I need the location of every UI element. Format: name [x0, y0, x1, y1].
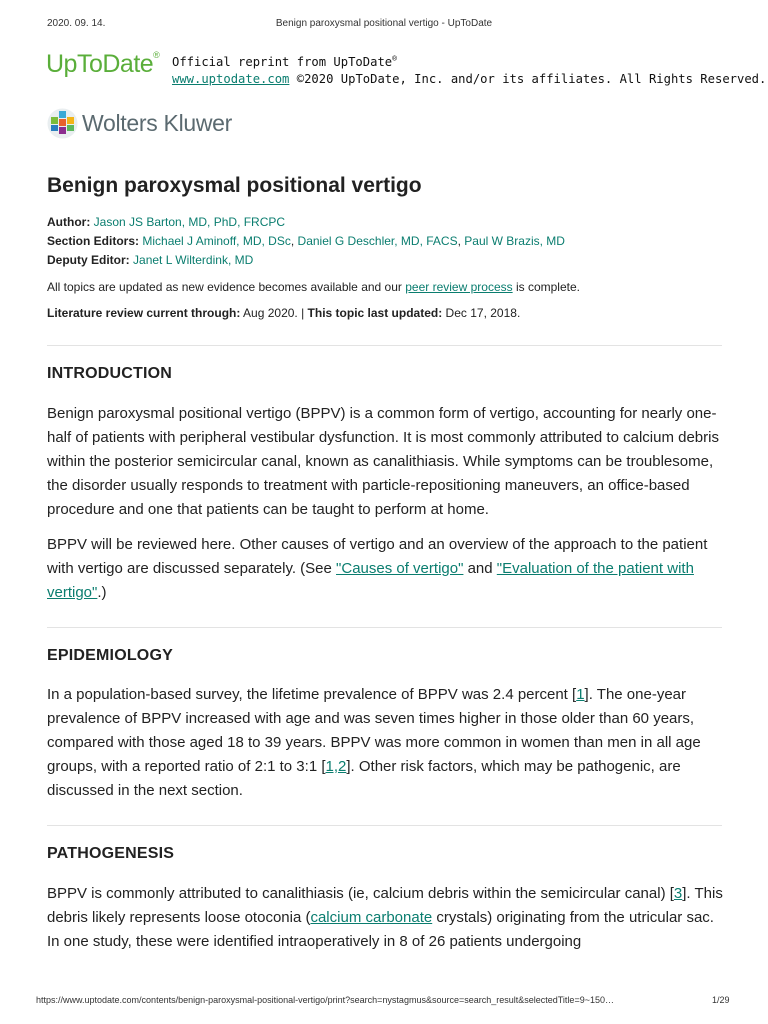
section-editor-link[interactable]: Michael J Aminoff, MD, DSc	[142, 234, 291, 248]
pathogenesis-paragraph: BPPV is commonly attributed to canalithiasis (ie, calcium debris within the semicircular canal) [3]. This debris likely represents loose otoconia (calcium carbonate crystals) originating from the utricular sac. In one study, these were identified intraoperatively in 8 of 26 patients undergoing	[47, 885, 723, 950]
copyright-text: ©2020 UpToDate, Inc. and/or its affiliates. All Rights Reserved.	[289, 72, 767, 87]
reprint-notice: Official reprint from UpToDate® www.uptodate.com ©2020 UpToDate, Inc. and/or its affiliates. All Rights Reserved.	[172, 54, 767, 87]
section-heading-pathogenesis: PATHOGENESIS	[47, 845, 175, 862]
print-page-number: 1/29	[712, 995, 730, 1005]
reference-link[interactable]: 3	[673, 885, 683, 902]
section-editors-line: Section Editors: Michael J Aminoff, MD, DSc, Daniel G Deschler, MD, FACS, Paul W Brazis, MD	[47, 234, 565, 248]
review-dates: Literature review current through: Aug 2020. | This topic last updated: Dec 17, 2018.	[47, 306, 521, 320]
section-editor-link[interactable]: Paul W Brazis, MD	[464, 234, 565, 248]
section-heading-introduction: INTRODUCTION	[47, 365, 173, 382]
causes-of-vertigo-link[interactable]: "Causes of vertigo"	[336, 560, 464, 577]
reprint-line: Official reprint from UpToDate	[172, 55, 393, 70]
deputy-editor-line: Deputy Editor: Janet L Wilterdink, MD	[47, 253, 254, 267]
deputy-editor-link[interactable]: Janet L Wilterdink, MD	[133, 253, 254, 267]
author-line: Author: Jason JS Barton, MD, PhD, FRCPC	[47, 215, 286, 229]
introduction-paragraph-2: BPPV will be reviewed here. Other causes of vertigo and an overview of the approach to the patient with vertigo are discussed separately. (See "Causes of vertigo" and "Evaluation of the patient with vertigo".)	[47, 536, 708, 601]
author-link[interactable]: Jason JS Barton, MD, PhD, FRCPC	[93, 215, 286, 229]
introduction-paragraph-1: Benign paroxysmal positional vertigo (BPPV) is a common form of vertigo, accounting for nearly one-half of patients with peripheral vestibular dysfunction. It is most commonly attributed to calcium debris within the posterior semicircular canal, known as canalithiasis. While symptoms can be troublesome, the disorder usually responds to treatment with particle-repositioning maneuvers, an office-based procedure and one that patients can be taught to perform at home.	[47, 405, 719, 518]
peer-review-link[interactable]: peer review process	[405, 280, 513, 294]
wolters-kluwer-logo	[47, 108, 232, 139]
wolters-kluwer-globe-icon	[47, 108, 78, 139]
uptodate-logo[interactable]: UpToDate®	[46, 50, 160, 78]
section-divider	[47, 627, 722, 628]
section-heading-epidemiology: EPIDEMIOLOGY	[47, 647, 173, 664]
print-footer-url: https://www.uptodate.com/contents/benign-paroxysmal-positional-vertigo/print?search=nystagmus&source=search_result&selectedTitle=9~150…	[36, 995, 614, 1005]
uptodate-site-link[interactable]: www.uptodate.com	[172, 72, 290, 87]
calcium-carbonate-link[interactable]: calcium carbonate	[310, 909, 433, 926]
section-divider	[47, 825, 722, 826]
evaluation-of-vertigo-link[interactable]: "Evaluation of the patient with vertigo"	[47, 560, 694, 601]
section-divider	[47, 345, 722, 346]
reference-link[interactable]: 1	[576, 686, 585, 703]
article-title: Benign paroxysmal positional vertigo	[47, 174, 422, 197]
wolters-kluwer-wordmark: Wolters Kluwer	[82, 110, 233, 136]
print-header-title: Benign paroxysmal positional vertigo - UpToDate	[275, 18, 493, 29]
update-note: All topics are updated as new evidence becomes available and our peer review process is complete.	[47, 280, 580, 294]
print-date: 2020. 09. 14.	[47, 18, 106, 29]
section-editor-link[interactable]: Daniel G Deschler, MD, FACS	[297, 234, 458, 248]
reference-link[interactable]: 1,2	[325, 758, 347, 775]
epidemiology-paragraph: In a population-based survey, the lifetime prevalence of BPPV was 2.4 percent [1]. The one-year prevalence of BPPV increased with age and was seven times higher in those older than 60 years, compared with those aged 18 to 39 years. BPPV was more common in women than men in all age groups, with a reported ratio of 2:1 to 3:1 [1,2]. Other risk factors, which may be pathogenic, are discussed in the next section.	[47, 686, 701, 799]
